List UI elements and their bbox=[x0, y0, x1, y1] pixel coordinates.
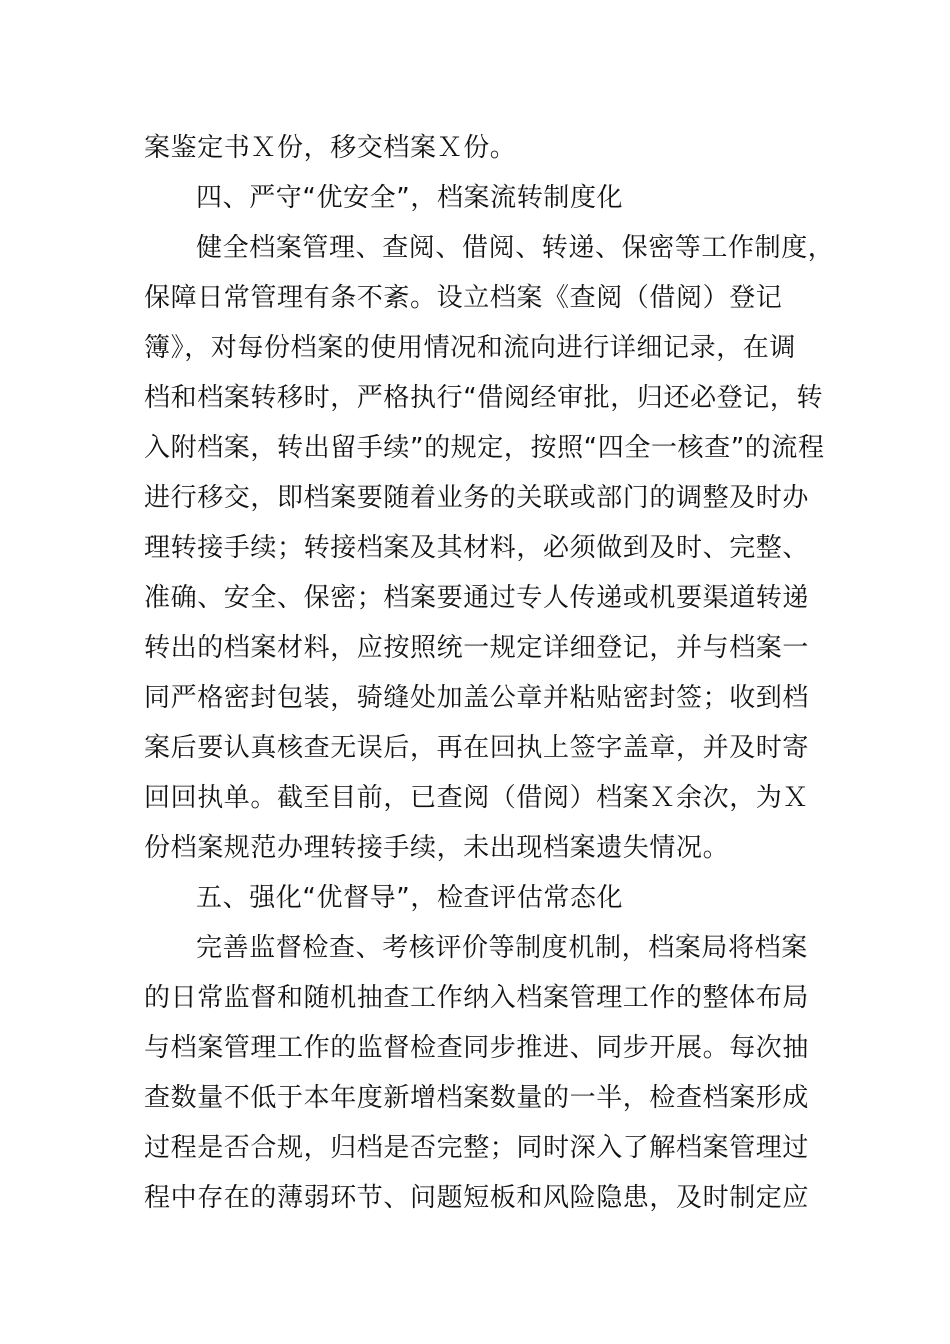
text-line-22: 程中存在的薄弱环节、问题短板和风险隐患，及时制定应 bbox=[144, 1183, 810, 1213]
text-line-13: 案后要认真核查无误后，再在回执上签字盖章，并及时寄 bbox=[144, 733, 810, 763]
section-heading-4: 四、严守“优安全”，档案流转制度化 bbox=[196, 183, 624, 213]
text-line-10: 准确、安全、保密；档案要通过专人传递或机要渠道转递 bbox=[144, 583, 810, 613]
text-line-1: 案鉴定书Ｘ份，移交档案Ｘ份。 bbox=[144, 133, 517, 163]
text-line-3: 健全档案管理、查阅、借阅、转递、保密等工作制度， bbox=[196, 233, 835, 263]
section-heading-5: 五、强化“优督导”，检查评估常态化 bbox=[196, 883, 624, 913]
text-line-12: 同严格密封包装，骑缝处加盖公章并粘贴密封签；收到档 bbox=[144, 683, 810, 713]
text-line-11: 转出的档案材料，应按照统一规定详细登记，并与档案一 bbox=[144, 633, 810, 663]
text-line-19: 与档案管理工作的监督检查同步推进、同步开展。每次抽 bbox=[144, 1033, 810, 1063]
text-line-5: 簿》，对每份档案的使用情况和流向进行详细记录，在调 bbox=[144, 333, 797, 363]
text-line-18: 的日常监督和随机抽查工作纳入档案管理工作的整体布局 bbox=[144, 983, 810, 1013]
text-line-21: 过程是否合规，归档是否完整；同时深入了解档案管理过 bbox=[144, 1133, 810, 1163]
text-line-6: 档和档案转移时，严格执行“借阅经审批，归还必登记，转 bbox=[144, 383, 824, 413]
text-line-15: 份档案规范办理转接手续，未出现档案遗失情况。 bbox=[144, 833, 730, 863]
text-line-20: 查数量不低于本年度新增档案数量的一半，检查档案形成 bbox=[144, 1083, 810, 1113]
text-line-17: 完善监督检查、考核评价等制度机制，档案局将档案 bbox=[196, 933, 808, 963]
text-line-4: 保障日常管理有条不紊。设立档案《查阅（借阅）登记 bbox=[144, 283, 783, 313]
text-line-14: 回回执单。截至目前，已查阅（借阅）档案Ｘ余次，为Ｘ bbox=[144, 783, 810, 813]
text-line-8: 进行移交，即档案要随着业务的关联或部门的调整及时办 bbox=[144, 483, 810, 513]
text-line-7: 入附档案，转出留手续”的规定，按照“四全一核查”的流程 bbox=[144, 433, 825, 463]
text-line-9: 理转接手续；转接档案及其材料，必须做到及时、完整、 bbox=[144, 533, 810, 563]
